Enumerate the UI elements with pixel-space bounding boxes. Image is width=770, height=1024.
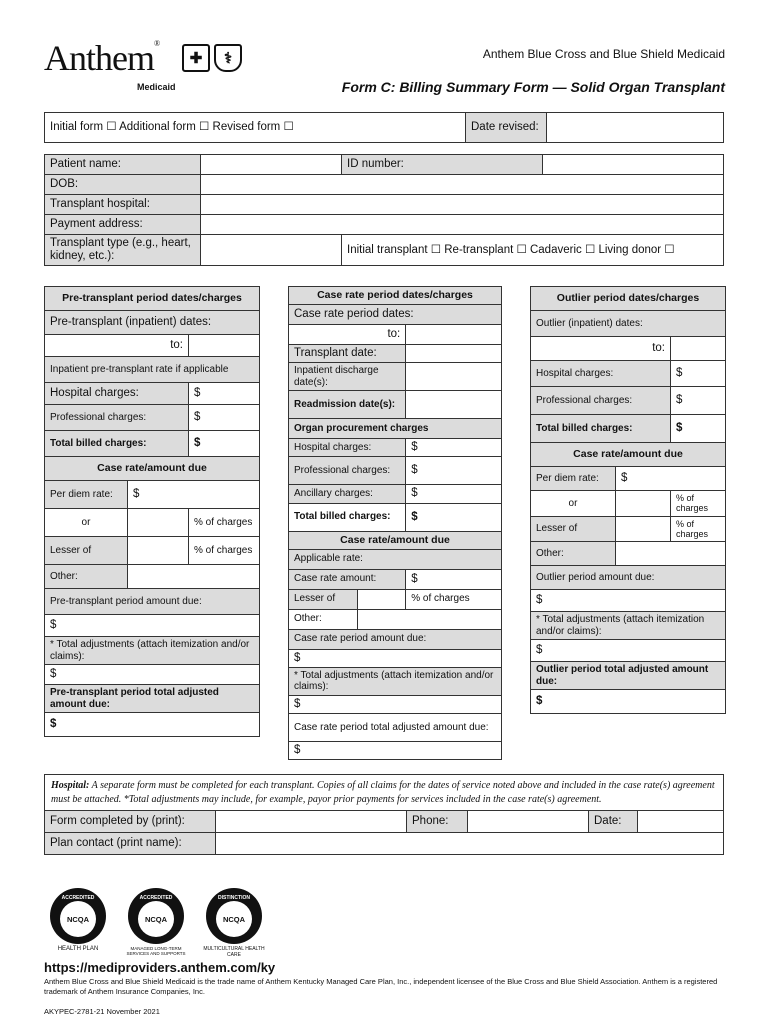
pre-transplant-header: Pre-transplant period dates/charges	[45, 287, 260, 311]
outlier-lesser-pct-label: % of charges	[671, 516, 726, 542]
ancillary-charges-field[interactable]: $	[406, 485, 502, 503]
form-title: Form C: Billing Summary Form — Solid Organ Transplant	[341, 79, 725, 95]
organization-name: Anthem Blue Cross and Blue Shield Medicaid	[482, 47, 725, 61]
case-rate-amount-field[interactable]: $	[406, 569, 502, 589]
case-dates-to[interactable]: to:	[289, 325, 406, 345]
form-code: AKYPEC-2781-21 November 2021	[44, 1007, 160, 1016]
case-amount-due-label: Case rate period amount due:	[289, 629, 502, 649]
readmission-date-label: Readmission date(s):	[289, 391, 406, 419]
outlier-total-adjusted-label: Outlier period total adjusted amount due:	[531, 662, 726, 690]
outlier-hospital-charges-label: Hospital charges:	[531, 361, 671, 387]
pre-dates-to-field[interactable]	[189, 335, 260, 357]
transplant-hospital-field[interactable]	[201, 195, 724, 215]
date-field[interactable]	[638, 811, 724, 833]
outlier-amount-due-field[interactable]: $	[531, 590, 726, 612]
ncqa-seal-icon	[128, 888, 184, 944]
form-type-options-text: Initial form ☐ Additional form ☐ Revised form ☐	[50, 120, 294, 133]
pre-dates-label: Pre-transplant (inpatient) dates:	[45, 311, 260, 335]
outlier-header: Outlier period dates/charges	[531, 287, 726, 311]
applicable-rate-label: Applicable rate:	[289, 549, 502, 569]
seal-center-text: NCQA	[60, 901, 96, 937]
anthem-logo: Anthem®	[44, 38, 160, 78]
outlier-dates-to[interactable]: to:	[531, 337, 671, 361]
outlier-dates-to-field[interactable]	[671, 337, 726, 361]
case-hospital-charges-field[interactable]: $	[406, 439, 502, 457]
readmission-date-field[interactable]	[406, 391, 502, 419]
pre-adjustments-field[interactable]: $	[45, 665, 260, 685]
outlier-other-field[interactable]	[616, 542, 726, 566]
ancillary-charges-label: Ancillary charges:	[289, 485, 406, 503]
outlier-dates-label: Outlier (inpatient) dates:	[531, 311, 726, 337]
case-rate-table	[288, 286, 502, 760]
patient-info-table	[44, 154, 724, 266]
form-type-table	[44, 112, 724, 143]
case-adjustments-field[interactable]: $	[289, 695, 502, 713]
id-number-label: ID number:	[342, 155, 543, 175]
pre-total-billed-label: Total billed charges:	[45, 431, 189, 457]
date-revised-label: Date revised:	[466, 113, 547, 143]
outlier-pct-field[interactable]	[616, 491, 671, 517]
pre-lesser-field[interactable]	[128, 537, 189, 565]
outlier-amount-due-label: Outlier period amount due:	[531, 566, 726, 590]
outlier-or-label: or	[531, 491, 616, 517]
case-lesser-label: Lesser of	[289, 589, 358, 609]
blue-shield-icon: ⚕	[214, 44, 242, 72]
outlier-professional-charges-label: Professional charges:	[531, 387, 671, 415]
outlier-total-adjusted-field[interactable]: $	[531, 690, 726, 714]
outlier-total-billed-field[interactable]: $	[671, 415, 726, 443]
outlier-professional-charges-field[interactable]: $	[671, 387, 726, 415]
discharge-date-field[interactable]	[406, 363, 502, 391]
date-revised-field[interactable]	[547, 113, 724, 143]
pre-pct-field[interactable]	[128, 509, 189, 537]
pre-professional-charges-label: Professional charges:	[45, 405, 189, 431]
case-dates-to-field[interactable]	[406, 325, 502, 345]
pre-professional-charges-field[interactable]: $	[189, 405, 260, 431]
patient-name-field[interactable]	[201, 155, 342, 175]
form-type-options[interactable]	[45, 113, 446, 143]
pre-or-label: or	[45, 509, 128, 537]
seal-top-text: ACCREDITED	[139, 895, 173, 901]
hospital-note	[45, 775, 724, 811]
case-total-adjusted-label: Case rate period total adjusted amount due:	[289, 714, 502, 742]
pre-per-diem-field[interactable]: $	[128, 481, 260, 509]
case-dates-label: Case rate period dates:	[289, 305, 502, 325]
ncqa-seal-ltss	[120, 888, 192, 958]
transplant-date-field[interactable]	[406, 345, 502, 363]
plan-contact-field[interactable]	[216, 833, 724, 855]
id-number-field[interactable]	[543, 155, 724, 175]
dob-label: DOB:	[45, 175, 201, 195]
seal-caption: MULTICULTURAL HEALTH CARE	[203, 946, 265, 958]
dob-field[interactable]	[201, 175, 724, 195]
phone-label: Phone:	[407, 811, 468, 833]
case-lesser-field[interactable]	[357, 589, 405, 609]
seal-caption: MANAGED LONG-TERM SERVICES AND SUPPORTS	[126, 946, 186, 956]
seal-center-text: NCQA	[138, 901, 174, 937]
pre-rate-label: Inpatient pre-transplant rate if applicable	[45, 357, 260, 383]
signature-table	[44, 774, 724, 855]
outlier-adjustments-field[interactable]: $	[531, 640, 726, 662]
pre-total-adjusted-field[interactable]: $	[45, 713, 260, 737]
seal-top-text: DISTINCTION	[218, 895, 250, 901]
outlier-total-billed-label: Total billed charges:	[531, 415, 671, 443]
case-adjustments-label: * Total adjustments (attach itemization and/or claims):	[289, 667, 502, 695]
hospital-note-text: A separate form must be completed for each transplant. Copies of all claims for the dates of service noted above and included in the case rate(s) agreement must be attached. *Total adjustments may include, for example, payor prior payments for services included in the case rate(s) agreement.	[51, 780, 715, 805]
pre-total-billed-field[interactable]: $	[189, 431, 260, 457]
blue-cross-icon: ✚	[182, 44, 210, 72]
outlier-case-rate-header: Case rate/amount due	[531, 443, 726, 467]
completed-by-label: Form completed by (print):	[45, 811, 216, 833]
discharge-date-label: Inpatient discharge date(s):	[289, 363, 406, 391]
outlier-lesser-field[interactable]	[616, 516, 671, 542]
pre-hospital-charges-field[interactable]: $	[189, 383, 260, 405]
case-rate-amount-label: Case rate amount:	[289, 569, 406, 589]
pre-per-diem-label: Per diem rate:	[45, 481, 128, 509]
case-total-billed-field[interactable]: $	[406, 503, 502, 531]
transplant-hospital-label: Transplant hospital:	[45, 195, 201, 215]
pre-total-adjusted-label: Pre-transplant period total adjusted amount due:	[45, 685, 260, 713]
ncqa-seal-icon	[50, 888, 106, 944]
plan-contact-label: Plan contact (print name):	[45, 833, 216, 855]
pre-lesser-pct-label: % of charges	[189, 537, 260, 565]
pre-amount-due-field[interactable]: $	[45, 615, 260, 637]
pre-dates-to[interactable]: to:	[45, 335, 189, 357]
pre-case-rate-header: Case rate/amount due	[45, 457, 260, 481]
pre-pct-label: % of charges	[189, 509, 260, 537]
transplant-type-options[interactable]: Initial transplant ☐ Re-transplant ☐ Cadaveric ☐ Living donor ☐	[342, 235, 724, 266]
pre-adjustments-label: * Total adjustments (attach itemization and/or claims):	[45, 637, 260, 665]
case-total-adjusted-field[interactable]: $	[289, 742, 502, 760]
ncqa-seal-health-plan	[42, 888, 114, 958]
outlier-pct-label: % of charges	[671, 491, 726, 517]
case-lesser-pct-label: % of charges	[406, 589, 502, 609]
seal-caption: HEALTH PLAN	[57, 946, 99, 952]
outlier-lesser-label: Lesser of	[531, 516, 616, 542]
outlier-per-diem-label: Per diem rate:	[531, 467, 616, 491]
ncqa-seal-icon	[206, 888, 262, 944]
logo-subtitle: Medicaid	[137, 82, 176, 92]
seal-top-text: ACCREDITED	[61, 895, 95, 901]
patient-name-label: Patient name:	[45, 155, 201, 175]
case-amount-due-field[interactable]: $	[289, 649, 502, 667]
legal-notice: Anthem Blue Cross and Blue Shield Medicaid is the trade name of Anthem Kentucky Managed Care Plan, Inc., independent licensee of the Blue Cross and Blue Shield Association. Anthem is a registered trademark of Anthem Insurance Companies, Inc.	[44, 977, 718, 997]
pre-lesser-label: Lesser of	[45, 537, 128, 565]
pre-other-label: Other:	[45, 565, 128, 589]
outlier-table	[530, 286, 726, 714]
website-link[interactable]: https://mediproviders.anthem.com/ky	[44, 960, 276, 975]
outlier-hospital-charges-field[interactable]: $	[671, 361, 726, 387]
ncqa-seals	[42, 888, 270, 958]
organ-procurement-header: Organ procurement charges	[289, 419, 502, 439]
case-total-billed-label: Total billed charges:	[289, 503, 406, 531]
transplant-type-field[interactable]	[201, 235, 342, 266]
outlier-other-label: Other:	[531, 542, 616, 566]
outlier-per-diem-field[interactable]: $	[616, 467, 726, 491]
payment-address-label: Payment address:	[45, 215, 201, 235]
case-other-field[interactable]	[357, 609, 501, 629]
case-rate-amount-header: Case rate/amount due	[289, 531, 502, 549]
transplant-type-label: Transplant type (e.g., heart, kidney, etc.):	[45, 235, 201, 266]
case-rate-header: Case rate period dates/charges	[289, 287, 502, 305]
case-other-label: Other:	[289, 609, 358, 629]
case-hospital-charges-label: Hospital charges:	[289, 439, 406, 457]
pre-other-field[interactable]	[128, 565, 260, 589]
pre-transplant-table	[44, 286, 260, 737]
outlier-adjustments-label: * Total adjustments (attach itemization and/or claims):	[531, 612, 726, 640]
pre-amount-due-label: Pre-transplant period amount due:	[45, 589, 260, 615]
payment-address-field[interactable]	[201, 215, 724, 235]
pre-hospital-charges-label: Hospital charges:	[45, 383, 189, 405]
date-label: Date:	[589, 811, 638, 833]
phone-field[interactable]	[468, 811, 589, 833]
ncqa-seal-distinction	[198, 888, 270, 958]
completed-by-field[interactable]	[216, 811, 407, 833]
case-professional-charges-field[interactable]: $	[406, 457, 502, 485]
seal-center-text: NCQA	[216, 901, 252, 937]
transplant-date-label: Transplant date:	[289, 345, 406, 363]
hospital-note-label: Hospital:	[51, 780, 90, 791]
blue-cross-shield-logo	[182, 44, 242, 72]
case-professional-charges-label: Professional charges:	[289, 457, 406, 485]
